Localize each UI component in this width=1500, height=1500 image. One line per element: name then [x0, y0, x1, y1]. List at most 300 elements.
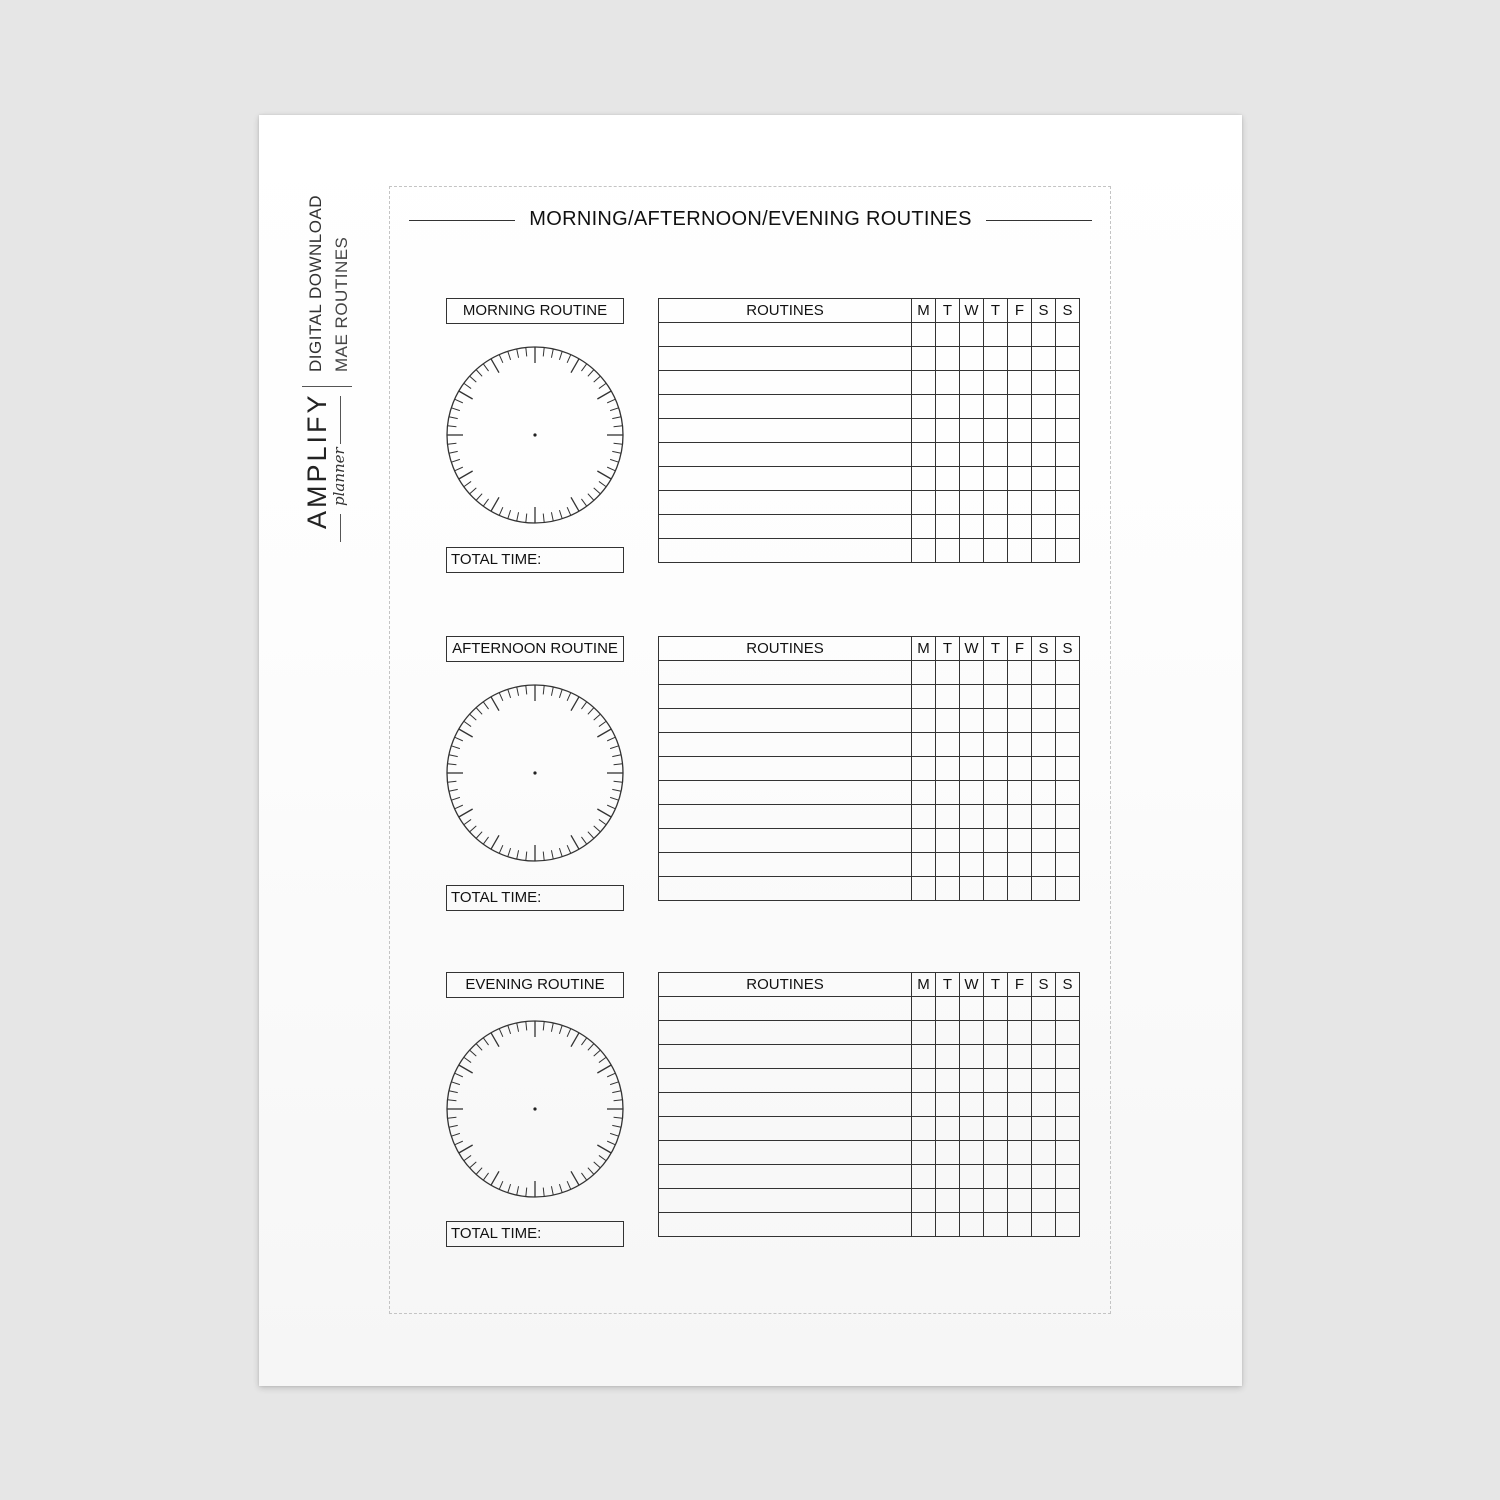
routine-section — [446, 636, 1088, 912]
day-check-cell[interactable] — [1056, 515, 1080, 539]
title-rule-right — [986, 220, 1092, 221]
routine-entry-cell[interactable] — [659, 1141, 912, 1165]
day-check-cell[interactable] — [1056, 419, 1080, 443]
day-check-cell[interactable] — [960, 733, 984, 757]
table-row — [659, 491, 1080, 515]
routine-entry-cell[interactable] — [659, 781, 912, 805]
day-check-cell[interactable] — [984, 443, 1008, 467]
day-check-cell[interactable] — [936, 1213, 960, 1237]
day-column-header: S — [1032, 299, 1056, 323]
day-check-cell[interactable] — [912, 877, 936, 901]
routine-entry-cell[interactable] — [659, 805, 912, 829]
routine-entry-cell[interactable] — [659, 1213, 912, 1237]
day-check-cell[interactable] — [984, 829, 1008, 853]
day-check-cell[interactable] — [936, 1045, 960, 1069]
routine-entry-cell[interactable] — [659, 829, 912, 853]
day-check-cell[interactable] — [1008, 733, 1032, 757]
day-check-cell[interactable] — [936, 1117, 960, 1141]
routine-tracker-table — [658, 298, 1080, 563]
day-check-cell[interactable] — [936, 467, 960, 491]
routine-entry-cell[interactable] — [659, 347, 912, 371]
day-check-cell[interactable] — [1032, 467, 1056, 491]
routine-entry-cell[interactable] — [659, 539, 912, 563]
routine-entry-cell[interactable] — [659, 395, 912, 419]
day-check-cell[interactable] — [960, 515, 984, 539]
day-check-cell[interactable] — [1056, 1117, 1080, 1141]
day-check-cell[interactable] — [984, 347, 1008, 371]
day-check-cell[interactable] — [960, 1117, 984, 1141]
day-check-cell[interactable] — [1008, 371, 1032, 395]
day-check-cell[interactable] — [984, 685, 1008, 709]
day-check-cell[interactable] — [960, 539, 984, 563]
day-check-cell[interactable] — [936, 709, 960, 733]
day-check-cell[interactable] — [1032, 661, 1056, 685]
routine-entry-cell[interactable] — [659, 661, 912, 685]
day-check-cell[interactable] — [1008, 757, 1032, 781]
routines-column-header: ROUTINES — [659, 299, 912, 323]
routine-entry-cell[interactable] — [659, 1069, 912, 1093]
day-column-header: M — [912, 637, 936, 661]
day-check-cell[interactable] — [912, 467, 936, 491]
day-check-cell[interactable] — [1008, 443, 1032, 467]
day-check-cell[interactable] — [936, 347, 960, 371]
day-check-cell[interactable] — [936, 443, 960, 467]
day-check-cell[interactable] — [984, 1165, 1008, 1189]
day-check-cell[interactable] — [912, 539, 936, 563]
routine-entry-cell[interactable] — [659, 515, 912, 539]
routine-entry-cell[interactable] — [659, 443, 912, 467]
table-row — [659, 1045, 1080, 1069]
day-check-cell[interactable] — [936, 877, 960, 901]
clock-face-icon[interactable] — [446, 346, 624, 524]
table-row — [659, 1213, 1080, 1237]
day-check-cell[interactable] — [1032, 419, 1056, 443]
table-row — [659, 853, 1080, 877]
day-check-cell[interactable] — [1032, 709, 1056, 733]
routine-entry-cell[interactable] — [659, 1093, 912, 1117]
day-column-header: F — [1008, 973, 1032, 997]
day-check-cell[interactable] — [1056, 467, 1080, 491]
day-check-cell[interactable] — [984, 419, 1008, 443]
day-check-cell[interactable] — [984, 491, 1008, 515]
day-check-cell[interactable] — [936, 515, 960, 539]
day-check-cell[interactable] — [912, 1213, 936, 1237]
day-check-cell[interactable] — [984, 371, 1008, 395]
table-row — [659, 997, 1080, 1021]
day-check-cell[interactable] — [984, 1045, 1008, 1069]
day-check-cell[interactable] — [984, 515, 1008, 539]
day-check-cell[interactable] — [1032, 1165, 1056, 1189]
day-check-cell[interactable] — [1008, 829, 1032, 853]
day-column-header: S — [1056, 299, 1080, 323]
brand-rule — [340, 396, 341, 444]
day-check-cell[interactable] — [1008, 1141, 1032, 1165]
day-check-cell[interactable] — [960, 829, 984, 853]
routine-entry-cell[interactable] — [659, 997, 912, 1021]
day-check-cell[interactable] — [936, 1189, 960, 1213]
day-check-cell[interactable] — [936, 1165, 960, 1189]
day-check-cell[interactable] — [912, 829, 936, 853]
day-check-cell[interactable] — [1056, 877, 1080, 901]
day-check-cell[interactable] — [912, 781, 936, 805]
day-check-cell[interactable] — [936, 757, 960, 781]
day-check-cell[interactable] — [1032, 685, 1056, 709]
table-row — [659, 443, 1080, 467]
day-check-cell[interactable] — [984, 1117, 1008, 1141]
day-check-cell[interactable] — [1032, 781, 1056, 805]
routine-entry-cell[interactable] — [659, 877, 912, 901]
day-check-cell[interactable] — [1008, 1093, 1032, 1117]
day-check-cell[interactable] — [1008, 877, 1032, 901]
day-check-cell[interactable] — [1056, 347, 1080, 371]
brand-subtitle-2: MAE ROUTINES — [332, 236, 351, 372]
routine-entry-cell[interactable] — [659, 757, 912, 781]
day-check-cell[interactable] — [912, 1189, 936, 1213]
day-check-cell[interactable] — [912, 1165, 936, 1189]
day-check-cell[interactable] — [960, 491, 984, 515]
day-check-cell[interactable] — [912, 805, 936, 829]
day-check-cell[interactable] — [1032, 1069, 1056, 1093]
day-check-cell[interactable] — [1056, 829, 1080, 853]
day-check-cell[interactable] — [960, 997, 984, 1021]
table-row — [659, 709, 1080, 733]
day-check-cell[interactable] — [912, 347, 936, 371]
day-check-cell[interactable] — [1032, 539, 1056, 563]
day-check-cell[interactable] — [1008, 1213, 1032, 1237]
day-check-cell[interactable] — [1008, 515, 1032, 539]
day-check-cell[interactable] — [984, 1021, 1008, 1045]
day-check-cell[interactable] — [984, 709, 1008, 733]
day-check-cell[interactable] — [1032, 491, 1056, 515]
day-check-cell[interactable] — [984, 395, 1008, 419]
day-check-cell[interactable] — [1032, 733, 1056, 757]
day-check-cell[interactable] — [984, 757, 1008, 781]
day-check-cell[interactable] — [960, 419, 984, 443]
day-column-header: M — [912, 299, 936, 323]
day-check-cell[interactable] — [984, 1189, 1008, 1213]
day-check-cell[interactable] — [960, 371, 984, 395]
day-check-cell[interactable] — [984, 323, 1008, 347]
day-check-cell[interactable] — [912, 443, 936, 467]
day-check-cell[interactable] — [1032, 1093, 1056, 1117]
day-check-cell[interactable] — [984, 1093, 1008, 1117]
day-check-cell[interactable] — [1008, 1045, 1032, 1069]
day-check-cell[interactable] — [960, 1069, 984, 1093]
clock-face-icon[interactable] — [446, 684, 624, 862]
day-check-cell[interactable] — [912, 709, 936, 733]
table-header-row — [659, 299, 1080, 323]
routine-entry-cell[interactable] — [659, 323, 912, 347]
day-check-cell[interactable] — [1032, 443, 1056, 467]
day-check-cell[interactable] — [1032, 829, 1056, 853]
day-check-cell[interactable] — [960, 757, 984, 781]
routine-tracker-table — [658, 636, 1080, 901]
routine-entry-cell[interactable] — [659, 491, 912, 515]
day-check-cell[interactable] — [1032, 997, 1056, 1021]
day-column-header: S — [1056, 637, 1080, 661]
day-check-cell[interactable] — [1032, 1045, 1056, 1069]
table-row — [659, 1165, 1080, 1189]
clock-face-icon[interactable] — [446, 1020, 624, 1198]
day-check-cell[interactable] — [912, 395, 936, 419]
day-check-cell[interactable] — [984, 805, 1008, 829]
brand-subtitle-1: DIGITAL DOWNLOAD — [306, 194, 325, 372]
day-check-cell[interactable] — [960, 395, 984, 419]
day-check-cell[interactable] — [960, 347, 984, 371]
day-check-cell[interactable] — [1056, 371, 1080, 395]
day-check-cell[interactable] — [984, 1213, 1008, 1237]
day-column-header: T — [936, 973, 960, 997]
day-check-cell[interactable] — [1056, 1141, 1080, 1165]
day-check-cell[interactable] — [960, 1189, 984, 1213]
day-check-cell[interactable] — [912, 419, 936, 443]
day-column-header: W — [960, 637, 984, 661]
day-check-cell[interactable] — [960, 443, 984, 467]
day-check-cell[interactable] — [1056, 539, 1080, 563]
day-check-cell[interactable] — [1008, 805, 1032, 829]
day-check-cell[interactable] — [1056, 1093, 1080, 1117]
routine-entry-cell[interactable] — [659, 685, 912, 709]
day-check-cell[interactable] — [960, 709, 984, 733]
day-check-cell[interactable] — [912, 1093, 936, 1117]
day-check-cell[interactable] — [1056, 1189, 1080, 1213]
routine-label: EVENING ROUTINE — [446, 972, 624, 998]
day-check-cell[interactable] — [1056, 781, 1080, 805]
day-check-cell[interactable] — [1056, 395, 1080, 419]
day-check-cell[interactable] — [1008, 661, 1032, 685]
table-row — [659, 829, 1080, 853]
day-check-cell[interactable] — [1032, 1141, 1056, 1165]
day-check-cell[interactable] — [936, 491, 960, 515]
day-check-cell[interactable] — [1032, 1213, 1056, 1237]
day-check-cell[interactable] — [1008, 709, 1032, 733]
day-check-cell[interactable] — [1008, 323, 1032, 347]
table-row — [659, 733, 1080, 757]
brand-rule — [340, 514, 341, 542]
day-check-cell[interactable] — [1032, 1021, 1056, 1045]
day-check-cell[interactable] — [1008, 685, 1032, 709]
day-check-cell[interactable] — [1032, 515, 1056, 539]
routine-entry-cell[interactable] — [659, 419, 912, 443]
day-check-cell[interactable] — [984, 1069, 1008, 1093]
table-row — [659, 1021, 1080, 1045]
day-check-cell[interactable] — [1056, 997, 1080, 1021]
day-check-cell[interactable] — [912, 1141, 936, 1165]
day-check-cell[interactable] — [936, 323, 960, 347]
day-check-cell[interactable] — [984, 661, 1008, 685]
day-check-cell[interactable] — [912, 661, 936, 685]
table-row — [659, 757, 1080, 781]
day-check-cell[interactable] — [984, 997, 1008, 1021]
day-check-cell[interactable] — [960, 1093, 984, 1117]
day-check-cell[interactable] — [1032, 347, 1056, 371]
day-column-header: F — [1008, 299, 1032, 323]
routine-entry-cell[interactable] — [659, 371, 912, 395]
brand-script: planner — [330, 447, 348, 506]
day-column-header: W — [960, 299, 984, 323]
day-check-cell[interactable] — [1008, 1189, 1032, 1213]
day-check-cell[interactable] — [1056, 491, 1080, 515]
day-check-cell[interactable] — [960, 853, 984, 877]
day-check-cell[interactable] — [912, 323, 936, 347]
total-time-field[interactable]: TOTAL TIME: — [446, 885, 624, 911]
day-check-cell[interactable] — [1032, 757, 1056, 781]
day-check-cell[interactable] — [960, 685, 984, 709]
day-check-cell[interactable] — [1056, 1213, 1080, 1237]
day-check-cell[interactable] — [984, 853, 1008, 877]
day-check-cell[interactable] — [960, 781, 984, 805]
day-check-cell[interactable] — [984, 1141, 1008, 1165]
day-check-cell[interactable] — [1056, 685, 1080, 709]
day-check-cell[interactable] — [1032, 1117, 1056, 1141]
day-check-cell[interactable] — [1032, 371, 1056, 395]
day-check-cell[interactable] — [1056, 1165, 1080, 1189]
routine-label: MORNING ROUTINE — [446, 298, 624, 324]
day-check-cell[interactable] — [936, 1069, 960, 1093]
day-check-cell[interactable] — [960, 1165, 984, 1189]
day-check-cell[interactable] — [912, 733, 936, 757]
day-check-cell[interactable] — [960, 1045, 984, 1069]
table-row — [659, 1189, 1080, 1213]
day-check-cell[interactable] — [1008, 419, 1032, 443]
day-check-cell[interactable] — [960, 661, 984, 685]
table-row — [659, 877, 1080, 901]
table-header-row — [659, 973, 1080, 997]
table-row — [659, 1141, 1080, 1165]
day-check-cell[interactable] — [1056, 1045, 1080, 1069]
day-check-cell[interactable] — [1056, 1069, 1080, 1093]
day-check-cell[interactable] — [912, 371, 936, 395]
day-check-cell[interactable] — [1008, 467, 1032, 491]
day-check-cell[interactable] — [1008, 1069, 1032, 1093]
day-check-cell[interactable] — [960, 1021, 984, 1045]
day-check-cell[interactable] — [936, 539, 960, 563]
table-row — [659, 395, 1080, 419]
day-column-header: T — [936, 299, 960, 323]
day-check-cell[interactable] — [1056, 757, 1080, 781]
day-check-cell[interactable] — [1008, 853, 1032, 877]
day-check-cell[interactable] — [912, 1021, 936, 1045]
table-row — [659, 323, 1080, 347]
day-check-cell[interactable] — [936, 395, 960, 419]
day-check-cell[interactable] — [1008, 395, 1032, 419]
day-check-cell[interactable] — [960, 877, 984, 901]
day-check-cell[interactable] — [960, 467, 984, 491]
day-check-cell[interactable] — [960, 805, 984, 829]
day-check-cell[interactable] — [912, 853, 936, 877]
routine-entry-cell[interactable] — [659, 1045, 912, 1069]
day-check-cell[interactable] — [1032, 395, 1056, 419]
day-check-cell[interactable] — [936, 685, 960, 709]
day-check-cell[interactable] — [984, 467, 1008, 491]
table-row — [659, 805, 1080, 829]
day-check-cell[interactable] — [1032, 877, 1056, 901]
day-check-cell[interactable] — [936, 805, 960, 829]
day-check-cell[interactable] — [960, 323, 984, 347]
day-check-cell[interactable] — [936, 781, 960, 805]
day-check-cell[interactable] — [936, 997, 960, 1021]
day-check-cell[interactable] — [984, 733, 1008, 757]
routine-entry-cell[interactable] — [659, 1117, 912, 1141]
day-check-cell[interactable] — [960, 1141, 984, 1165]
day-check-cell[interactable] — [1008, 1117, 1032, 1141]
day-check-cell[interactable] — [1056, 1021, 1080, 1045]
day-check-cell[interactable] — [936, 829, 960, 853]
day-check-cell[interactable] — [984, 877, 1008, 901]
day-check-cell[interactable] — [1056, 733, 1080, 757]
day-check-cell[interactable] — [1008, 539, 1032, 563]
routine-entry-cell[interactable] — [659, 1165, 912, 1189]
day-check-cell[interactable] — [1056, 661, 1080, 685]
day-check-cell[interactable] — [912, 515, 936, 539]
table-header-row — [659, 637, 1080, 661]
table-row — [659, 347, 1080, 371]
day-check-cell[interactable] — [936, 1093, 960, 1117]
routine-entry-cell[interactable] — [659, 467, 912, 491]
total-time-field[interactable]: TOTAL TIME: — [446, 547, 624, 573]
day-check-cell[interactable] — [912, 1117, 936, 1141]
routine-entry-cell[interactable] — [659, 853, 912, 877]
day-check-cell[interactable] — [1008, 997, 1032, 1021]
day-check-cell[interactable] — [1008, 781, 1032, 805]
day-check-cell[interactable] — [936, 853, 960, 877]
page-title: MORNING/AFTERNOON/EVENING ROUTINES — [529, 208, 972, 230]
day-check-cell[interactable] — [1008, 491, 1032, 515]
day-check-cell[interactable] — [912, 757, 936, 781]
day-column-header: W — [960, 973, 984, 997]
day-check-cell[interactable] — [936, 419, 960, 443]
table-row — [659, 1117, 1080, 1141]
day-check-cell[interactable] — [1008, 1165, 1032, 1189]
day-check-cell[interactable] — [1032, 805, 1056, 829]
routine-entry-cell[interactable] — [659, 1021, 912, 1045]
day-check-cell[interactable] — [1032, 853, 1056, 877]
day-check-cell[interactable] — [936, 1021, 960, 1045]
day-check-cell[interactable] — [1056, 805, 1080, 829]
routine-label: AFTERNOON ROUTINE — [446, 636, 624, 662]
day-check-cell[interactable] — [1056, 443, 1080, 467]
day-check-cell[interactable] — [1008, 347, 1032, 371]
day-check-cell[interactable] — [936, 661, 960, 685]
day-check-cell[interactable] — [984, 539, 1008, 563]
routine-entry-cell[interactable] — [659, 709, 912, 733]
routine-section — [446, 298, 1088, 574]
day-check-cell[interactable] — [1032, 323, 1056, 347]
day-check-cell[interactable] — [912, 1045, 936, 1069]
table-row — [659, 539, 1080, 563]
day-check-cell[interactable] — [936, 1141, 960, 1165]
day-check-cell[interactable] — [1056, 853, 1080, 877]
day-check-cell[interactable] — [936, 371, 960, 395]
day-check-cell[interactable] — [1056, 323, 1080, 347]
routine-entry-cell[interactable] — [659, 733, 912, 757]
day-check-cell[interactable] — [1056, 709, 1080, 733]
day-check-cell[interactable] — [960, 1213, 984, 1237]
table-row — [659, 371, 1080, 395]
day-check-cell[interactable] — [984, 781, 1008, 805]
total-time-field[interactable]: TOTAL TIME: — [446, 1221, 624, 1247]
day-check-cell[interactable] — [912, 997, 936, 1021]
day-check-cell[interactable] — [936, 733, 960, 757]
day-check-cell[interactable] — [912, 685, 936, 709]
day-check-cell[interactable] — [912, 1069, 936, 1093]
table-row — [659, 419, 1080, 443]
page-header — [409, 207, 1092, 235]
day-check-cell[interactable] — [912, 491, 936, 515]
day-check-cell[interactable] — [1008, 1021, 1032, 1045]
day-check-cell[interactable] — [1032, 1189, 1056, 1213]
routine-entry-cell[interactable] — [659, 1189, 912, 1213]
